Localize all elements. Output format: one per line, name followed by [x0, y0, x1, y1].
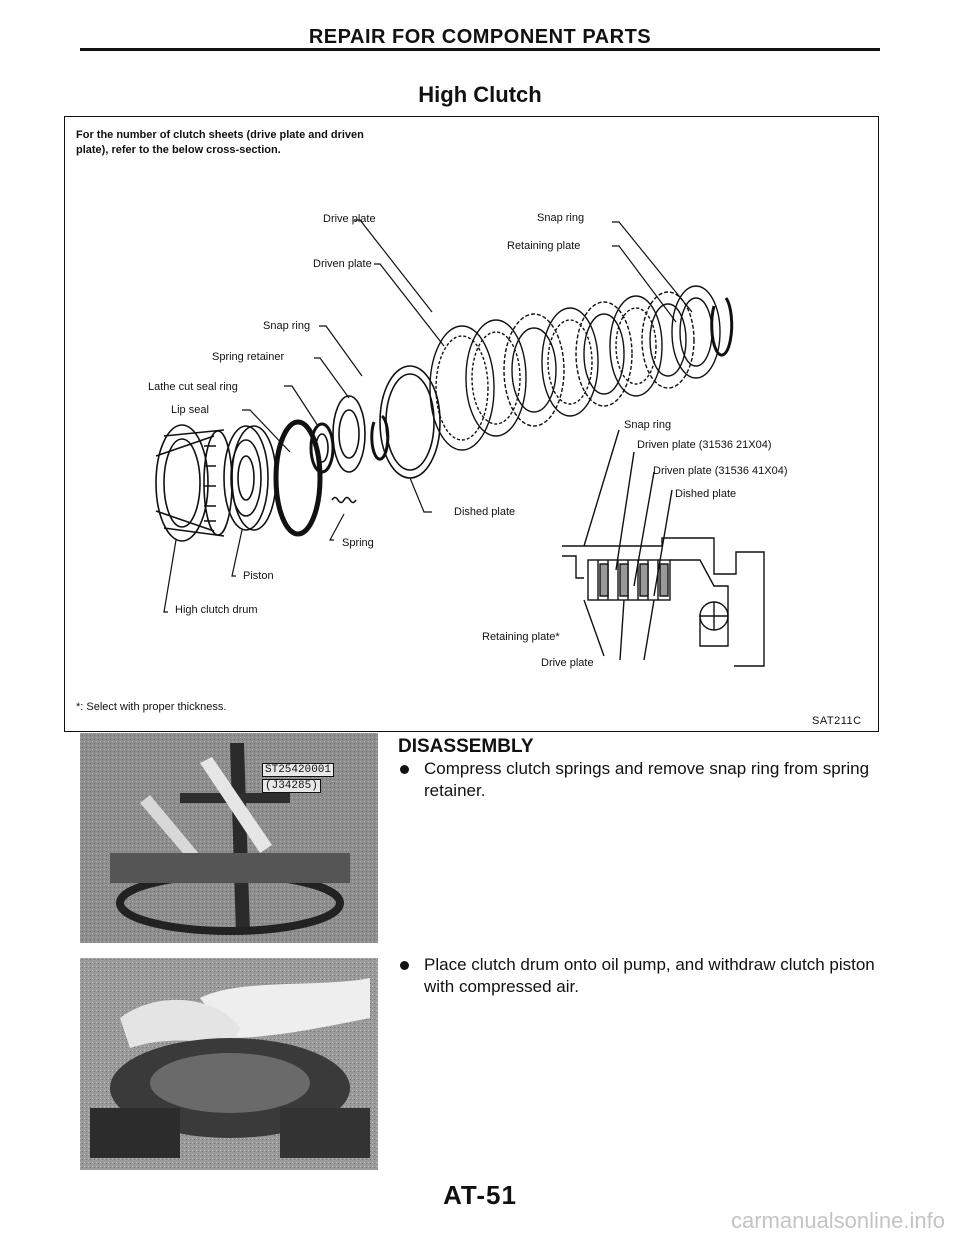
- label-lathe-cut-seal-ring: Lathe cut seal ring: [148, 381, 238, 393]
- photo1-tool-number: ST25420001: [262, 763, 334, 777]
- header-rule: [80, 48, 880, 51]
- leader-lines: [164, 220, 692, 612]
- disassembly-title: DISASSEMBLY: [398, 736, 534, 757]
- piston-drawing: [224, 426, 276, 530]
- disassembly-step: [398, 758, 888, 802]
- step-text: Compress clutch springs and remove snap ring from spring retainer.: [424, 759, 870, 800]
- photo1-tool-alt-number: (J34285): [262, 779, 321, 793]
- label-retaining-plate: Retaining plate: [507, 240, 581, 252]
- watermark: carmanualsonline.info: [730, 1208, 945, 1233]
- label-cs-retaining-plate: Retaining plate*: [482, 631, 560, 643]
- label-cs-drive-plate: Drive plate: [541, 657, 594, 669]
- label-cs-snap-ring: Snap ring: [624, 419, 672, 431]
- dished-plate-drawing: [380, 366, 440, 478]
- exploded-view-diagram: [64, 116, 879, 732]
- clutch-plates-drawing: [430, 286, 732, 450]
- spring-retainer-drawing: [333, 396, 365, 472]
- label-piston: Piston: [243, 570, 274, 582]
- step-text: Place clutch drum onto oil pump, and withdraw clutch piston with compressed air.: [424, 955, 875, 996]
- lathe-cut-seal-ring-drawing: [276, 422, 320, 534]
- label-driven-plate: Driven plate: [313, 258, 372, 270]
- label-dished-plate: Dished plate: [454, 506, 516, 518]
- photo-withdraw-piston: [80, 958, 378, 1170]
- section-title: High Clutch: [418, 82, 542, 107]
- high-clutch-drum-drawing: [156, 425, 232, 541]
- label-spring: Spring: [342, 537, 374, 549]
- label-cs-dished-plate: Dished plate: [675, 488, 737, 500]
- label-drive-plate: Drive plate: [323, 213, 376, 225]
- header-title: REPAIR FOR COMPONENT PARTS: [308, 26, 652, 48]
- disassembly-step: [398, 954, 888, 998]
- bullet-icon: [400, 765, 409, 774]
- label-cs-driven-plate-41x04: Driven plate (31536 41X04): [653, 465, 788, 477]
- label-spring-retainer: Spring retainer: [212, 351, 285, 363]
- spring-drawing: [332, 498, 356, 503]
- label-cs-driven-plate-21x04: Driven plate (31536 21X04): [637, 439, 772, 451]
- figure-footnote: *: Select with proper thickness.: [76, 701, 227, 713]
- bullet-icon: [400, 961, 409, 970]
- page-number: AT-51: [443, 1180, 517, 1210]
- label-snap-ring: Snap ring: [263, 320, 311, 332]
- label-high-clutch-drum: High clutch drum: [175, 604, 258, 616]
- label-lip-seal: Lip seal: [171, 404, 209, 416]
- label-snap-ring-top: Snap ring: [537, 212, 585, 224]
- figure-code: SAT211C: [812, 715, 862, 727]
- figure-intro-note: For the number of clutch sheets (drive plate and driven plate), refer to the below cross-section.: [76, 129, 364, 156]
